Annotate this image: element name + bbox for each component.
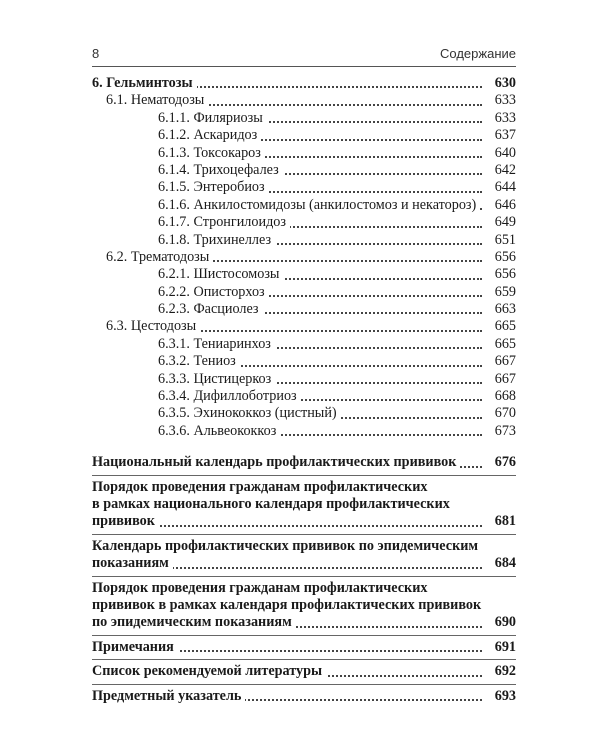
toc-entry-label: 6.1.4. Трихоцефалез	[158, 162, 283, 179]
appendix-entry-label: по эпидемическим показаниям	[92, 614, 296, 631]
entry-separator	[92, 659, 516, 660]
section-title: Содержание	[440, 46, 516, 61]
appendix-entry[interactable]	[92, 580, 516, 632]
toc-entry-page: 673	[491, 423, 516, 440]
entry-separator	[92, 475, 516, 476]
appendix-entry-page: 681	[491, 513, 516, 530]
appendix-entry-page: 693	[491, 688, 516, 705]
appendix-entry-page: 691	[491, 639, 516, 656]
appendix-entry-page: 676	[491, 454, 516, 471]
appendix-entry[interactable]	[92, 663, 516, 680]
appendix-entry-line: Календарь профилактических прививок по эпидемическим	[92, 537, 479, 554]
toc-entry[interactable]	[92, 388, 516, 405]
toc-entry[interactable]	[92, 145, 516, 162]
appendix-entry-line: в рамках национального календаря профилактических	[92, 495, 450, 512]
toc-entry-label: 6.1.3. Токсокароз	[158, 145, 265, 162]
appendix-entry-lastline	[92, 555, 516, 572]
page-header	[92, 44, 516, 66]
toc-entry-label: 6.2.1. Шистосомозы	[158, 266, 283, 283]
page-number: 8	[92, 46, 100, 61]
appendix-entry-lastline	[92, 513, 516, 530]
toc-entry-label: 6.1. Нематодозы	[106, 92, 208, 109]
appendix-entry-label: Список рекомендуемой литературы	[92, 663, 326, 680]
appendix-entry-lastline	[92, 663, 516, 680]
toc-entry[interactable]	[92, 318, 516, 335]
toc-entry[interactable]	[92, 371, 516, 388]
toc-entry-page: 649	[491, 214, 516, 231]
toc-entry-page: 665	[491, 336, 516, 353]
toc-entry[interactable]	[92, 75, 516, 92]
appendix-entry[interactable]	[92, 454, 516, 471]
toc-entry[interactable]	[92, 353, 516, 370]
toc-entry-page: 646	[491, 197, 516, 214]
toc-entry-label: 6.3.4. Дифиллоботриоз	[158, 388, 301, 405]
toc-entry-label: 6.3.3. Цистицеркоз	[158, 371, 275, 388]
toc-entry-label: 6.1.6. Анкилостомидозы (анкилостомоз и некатороз)	[158, 197, 480, 214]
toc-entry-page: 668	[491, 388, 516, 405]
entry-separator	[92, 684, 516, 685]
appendix-entry-label: Предметный указатель	[92, 688, 245, 705]
toc-entry-page: 663	[491, 301, 516, 318]
toc-entry-label: 6.3.6. Альвеококкоз	[158, 423, 280, 440]
toc-entry-label: 6.2.2. Описторхоз	[158, 284, 269, 301]
toc-entry[interactable]	[92, 405, 516, 422]
toc-entry[interactable]	[92, 266, 516, 283]
appendix-entry-page: 684	[491, 555, 516, 572]
entry-separator	[92, 576, 516, 577]
toc-entry-page: 667	[491, 353, 516, 370]
toc-entry[interactable]	[92, 214, 516, 231]
toc-entry-label: 6.2.3. Фасциолез	[158, 301, 263, 318]
toc-entry-label: 6.1.7. Стронгилоидоз	[158, 214, 290, 231]
appendix-entry-line: Порядок проведения гражданам профилактических	[92, 579, 428, 596]
toc-entry[interactable]	[92, 284, 516, 301]
table-of-contents	[92, 75, 516, 705]
toc-entry-label: 6. Гельминтозы	[92, 75, 197, 92]
toc-entry-page: 659	[491, 284, 516, 301]
toc-entry-page: 651	[491, 232, 516, 249]
toc-entry-page: 642	[491, 162, 516, 179]
toc-entry-page: 633	[491, 92, 516, 109]
toc-entry[interactable]	[92, 301, 516, 318]
toc-entry-page: 637	[491, 127, 516, 144]
toc-entry-label: 6.3.2. Тениоз	[158, 353, 240, 370]
toc-entry-page: 640	[491, 145, 516, 162]
appendix-entry-line: прививок в рамках календаря профилактических прививок	[92, 596, 482, 613]
toc-entry-page: 644	[491, 179, 516, 196]
toc-entry-page: 633	[491, 110, 516, 127]
appendix-entry[interactable]	[92, 639, 516, 656]
appendix-entry-label: Примечания	[92, 639, 178, 656]
appendix-entry-lastline	[92, 639, 516, 656]
toc-entry[interactable]	[92, 162, 516, 179]
toc-entry-label: 6.1.8. Трихинеллез	[158, 232, 275, 249]
header-rule	[92, 66, 516, 67]
toc-entry[interactable]	[92, 423, 516, 440]
appendix-entry-label: Национальный календарь профилактических прививок	[92, 454, 460, 471]
entry-separator	[92, 635, 516, 636]
toc-entry-label: 6.3.1. Тениаринхоз	[158, 336, 275, 353]
appendix-entry-lastline	[92, 688, 516, 705]
toc-entry[interactable]	[92, 232, 516, 249]
toc-entry[interactable]	[92, 249, 516, 266]
toc-entry-label: 6.2. Трематодозы	[106, 249, 213, 266]
toc-entry-page: 670	[491, 405, 516, 422]
entry-separator	[92, 534, 516, 535]
toc-entry-page: 656	[491, 266, 516, 283]
appendix-entry[interactable]	[92, 688, 516, 705]
toc-entry-label: 6.1.1. Филяриозы	[158, 110, 267, 127]
toc-entry-label: 6.3. Цестодозы	[106, 318, 200, 335]
spacer	[92, 440, 516, 454]
appendix-entry-label: прививок	[92, 513, 159, 530]
toc-entry[interactable]	[92, 179, 516, 196]
toc-entry-label: 6.3.5. Эхинококкоз (цистный)	[158, 405, 341, 422]
toc-entry-label: 6.1.5. Энтеробиоз	[158, 179, 269, 196]
toc-entry-page: 665	[491, 318, 516, 335]
toc-entry[interactable]	[92, 197, 516, 214]
appendix-entry-line: Порядок проведения гражданам профилактических	[92, 478, 428, 495]
toc-entry[interactable]	[92, 92, 516, 109]
toc-entry[interactable]	[92, 336, 516, 353]
appendix-entry-label: показаниям	[92, 555, 173, 572]
appendix-entry-lastline	[92, 454, 516, 471]
toc-entry-page: 667	[491, 371, 516, 388]
appendix-entry[interactable]	[92, 479, 516, 531]
appendix-entry-page: 690	[491, 614, 516, 631]
appendix-entry[interactable]	[92, 538, 516, 573]
toc-entry[interactable]	[92, 110, 516, 127]
toc-entry-label: 6.1.2. Аскаридоз	[158, 127, 261, 144]
toc-entry[interactable]	[92, 127, 516, 144]
toc-entry-page: 630	[491, 75, 516, 92]
appendix-entry-lastline	[92, 614, 516, 631]
appendix-entry-page: 692	[491, 663, 516, 680]
toc-entry-page: 656	[491, 249, 516, 266]
